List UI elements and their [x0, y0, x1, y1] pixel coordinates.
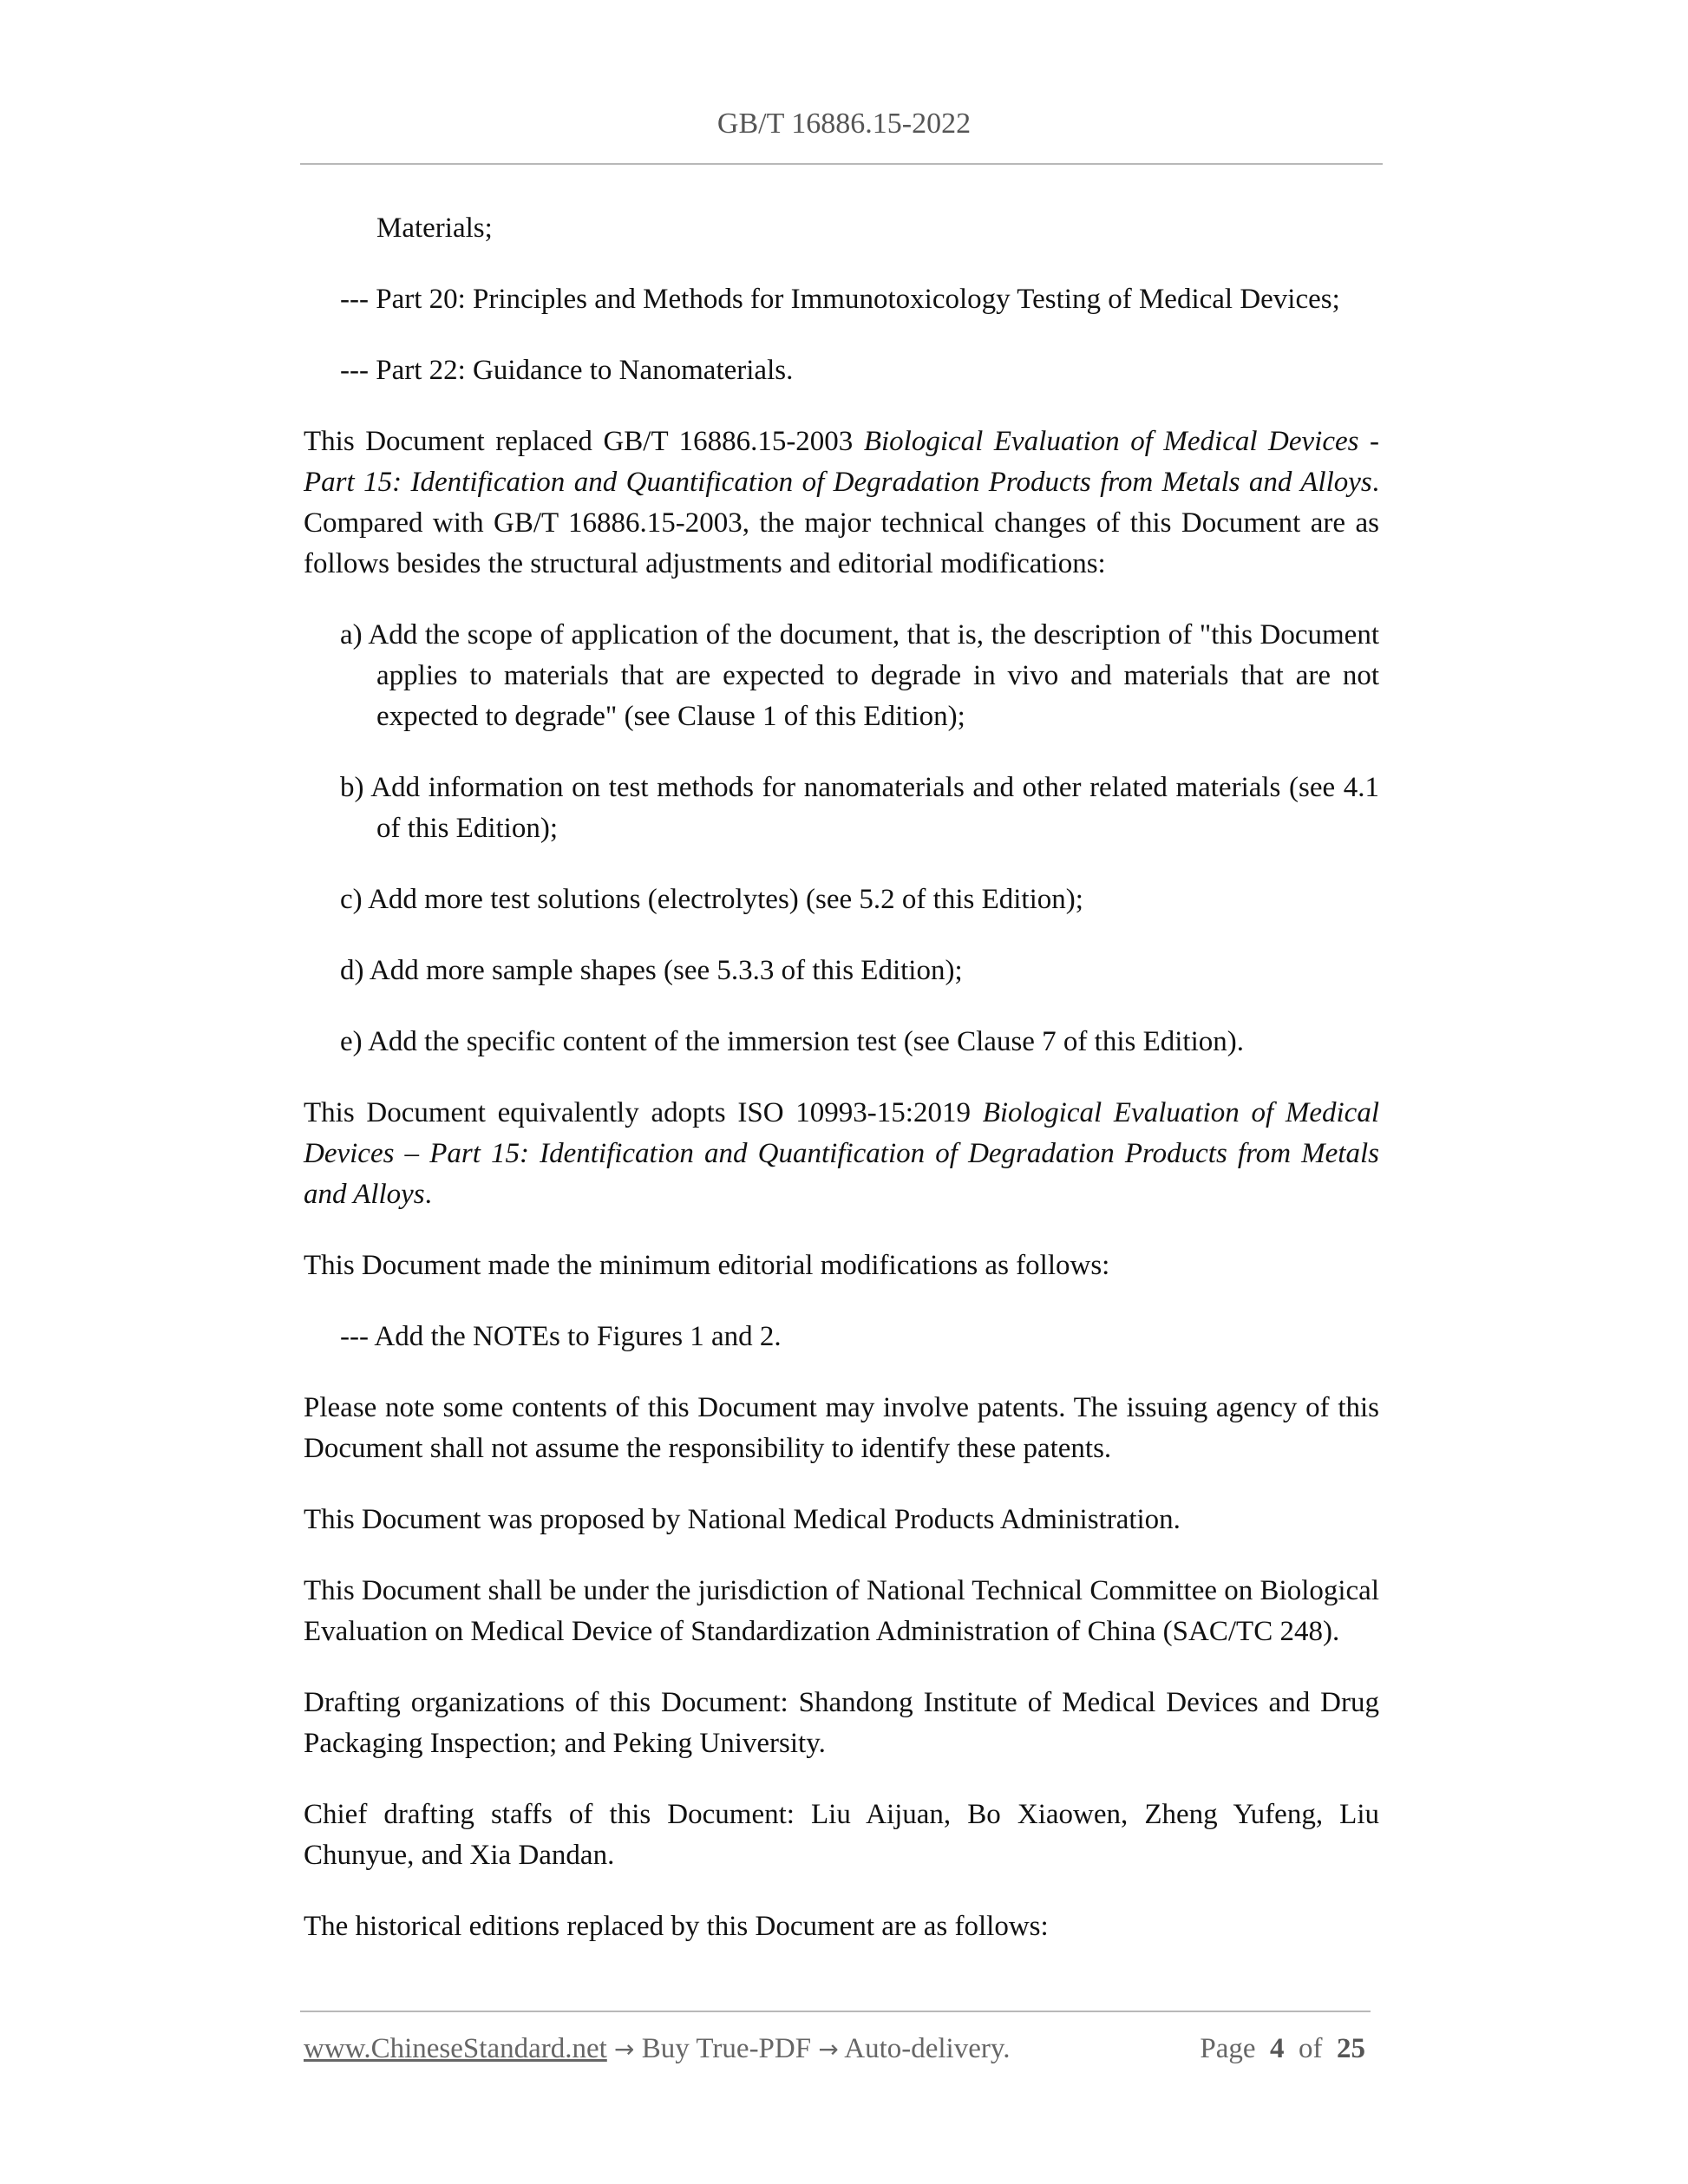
page-number	[1200, 2033, 1365, 2065]
text-run: .	[424, 1179, 432, 1210]
editorial-item: --- Add the NOTEs to Figures 1 and 2.	[340, 1321, 782, 1352]
patents-paragraph: Please note some contents of this Document may involve patents. The issuing agency of this Document shall not assume the responsibility to identify these patents.	[304, 1392, 1379, 1464]
change-item: a) Add the scope of application of the document, that is, the description of "this Document applies to materials that are expected to degrade in vivo and materials that are not expected to degrade" (see Clause 1 of this Edition);	[340, 619, 1379, 732]
buy-text: Buy True-PDF	[641, 2033, 812, 2064]
text-run: This Document equivalently adopts ISO 10993-15:2019	[304, 1097, 983, 1128]
list-continuation: Materials;	[376, 213, 493, 244]
part-list-item: --- Part 22: Guidance to Nanomaterials.	[340, 355, 794, 386]
text-run: . Compared with GB/T 16886.15-2003, the major technical changes of this Document are as follows besides the structural adjustments and editorial modifications:	[304, 467, 1379, 579]
adoption-paragraph	[304, 1093, 1379, 1215]
change-item: d) Add more sample shapes (see 5.3.3 of this Edition);	[340, 955, 963, 986]
change-item: b) Add information on test methods for nanomaterials and other related materials (see 4.1 of this Edition);	[340, 772, 1379, 844]
page-total: 25	[1337, 2033, 1365, 2064]
change-item: e) Add the specific content of the immersion test (see Clause 7 of this Edition).	[340, 1026, 1244, 1057]
arrow-right-icon: →	[818, 2035, 839, 2063]
editorial-intro: This Document made the minimum editorial modifications as follows:	[304, 1250, 1110, 1281]
page-of: of	[1299, 2033, 1323, 2064]
change-item: c) Add more test solutions (electrolytes) (see 5.2 of this Edition);	[340, 884, 1083, 915]
jurisdiction-paragraph: This Document shall be under the jurisdiction of National Technical Committee on Biological Evaluation on Medical Device of Standardization Administration of China (SAC/TC 248).	[304, 1575, 1379, 1647]
footer-divider	[300, 2011, 1371, 2012]
drafting-orgs-paragraph: Drafting organizations of this Document: Shandong Institute of Medical Devices and Drug Packaging Inspection; and Peking University.	[304, 1687, 1379, 1759]
standard-code: GB/T 16886.15-2022	[716, 108, 972, 140]
page-current: 4	[1270, 2033, 1285, 2064]
proposed-paragraph: This Document was proposed by National Medical Products Administration.	[304, 1504, 1181, 1535]
text-run: This Document replaced GB/T 16886.15-2003	[304, 426, 864, 457]
historical-editions-paragraph: The historical editions replaced by this Document are as follows:	[304, 1911, 1049, 1942]
page-label: Page	[1200, 2033, 1256, 2064]
document-body	[304, 208, 1379, 1947]
replacement-paragraph	[304, 422, 1379, 585]
header-divider	[300, 163, 1383, 165]
site-link[interactable]: www.ChineseStandard.net	[304, 2033, 607, 2064]
drafting-staff-paragraph: Chief drafting staffs of this Document: Liu Aijuan, Bo Xiaowen, Zheng Yufeng, Liu Chunyue, and Xia Dandan.	[304, 1799, 1379, 1871]
footer-promo	[304, 2033, 1010, 2065]
page-header	[0, 108, 1688, 141]
standard-title: Biological Evaluation of Medical Devices – Part 15: Identification and Quantification of Degradation Products from Metals and Alloys	[304, 1097, 1379, 1210]
standard-title: Biological Evaluation of Medical Devices - Part 15: Identification and Quantification of Degradation Products from Metals and Alloys	[304, 426, 1379, 498]
part-list-item: --- Part 20: Principles and Methods for Immunotoxicology Testing of Medical Devices;	[340, 284, 1340, 315]
arrow-right-icon: →	[614, 2035, 635, 2063]
delivery-text: Auto-delivery.	[844, 2033, 1011, 2064]
